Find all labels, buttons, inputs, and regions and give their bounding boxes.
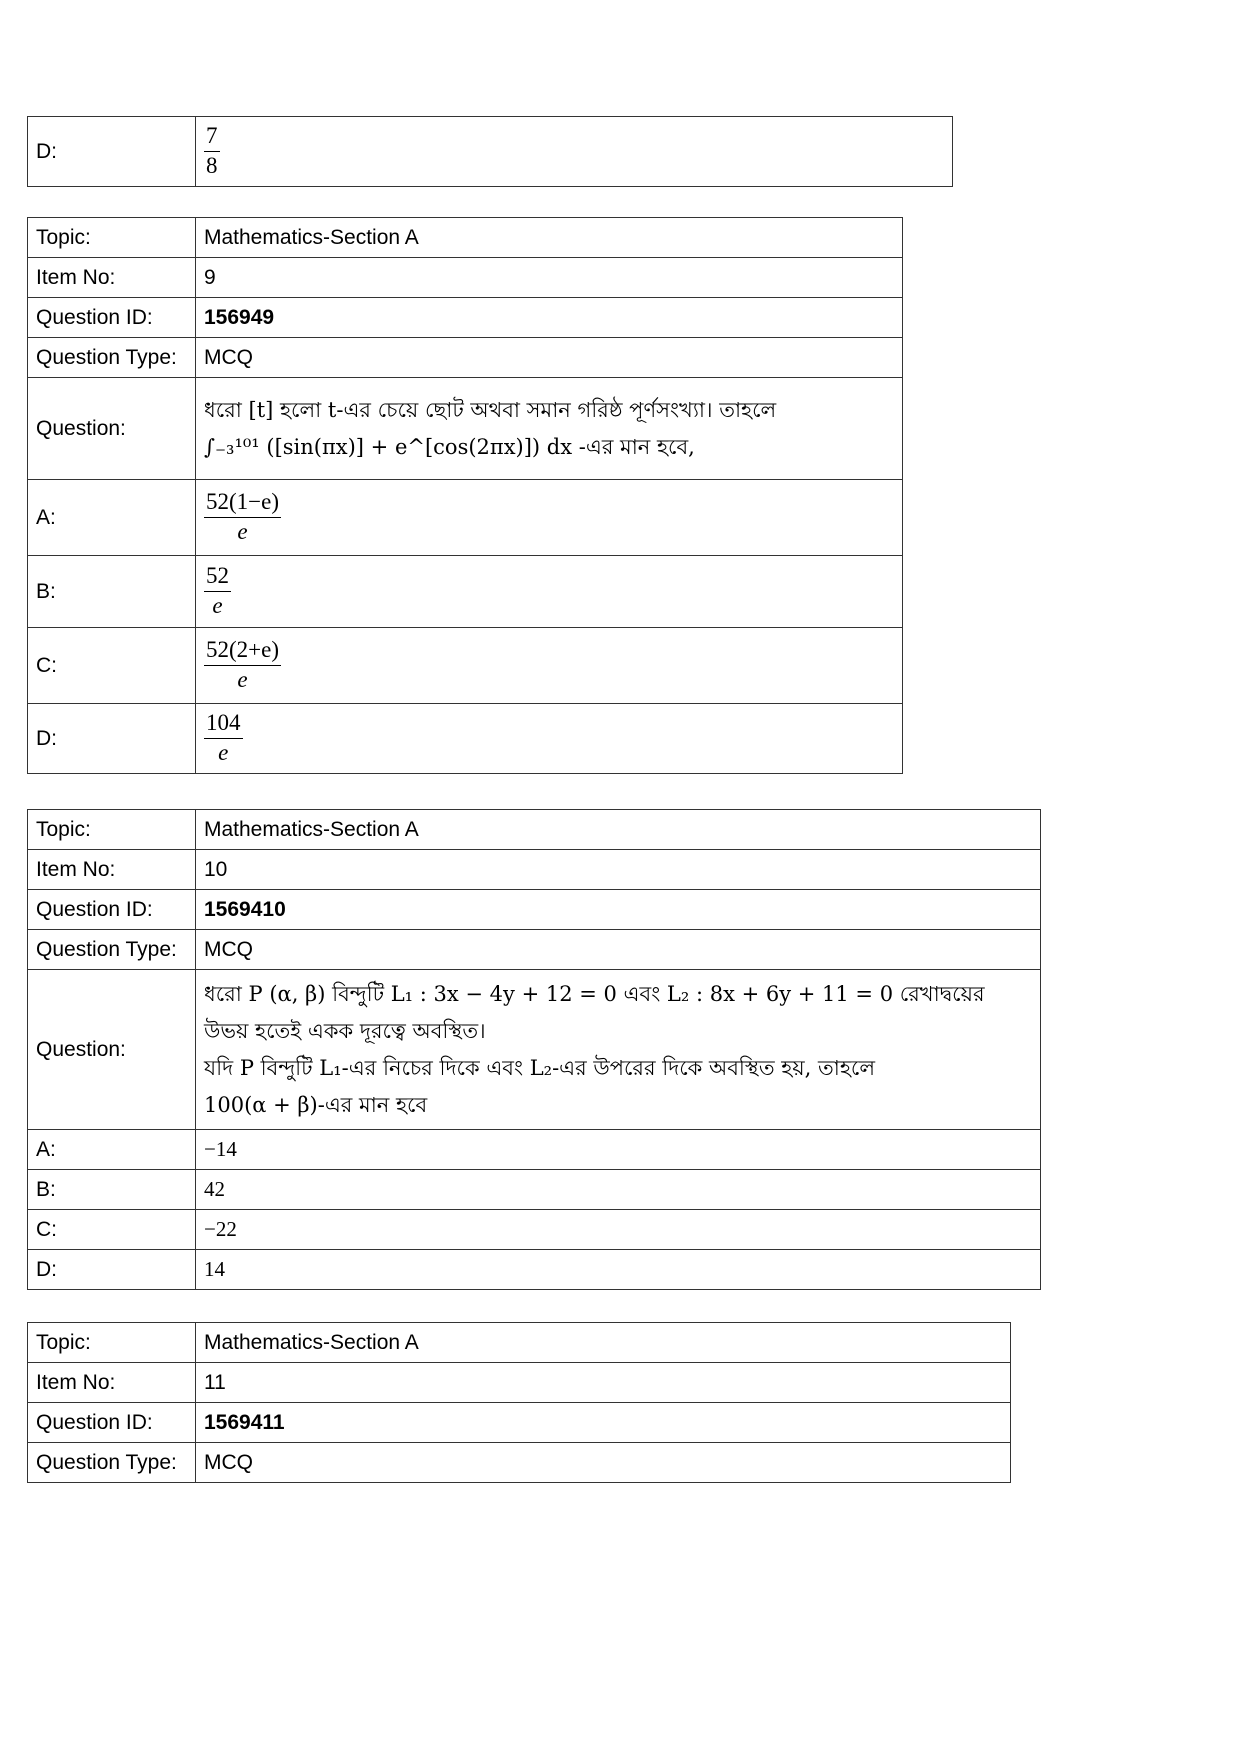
item-no-value: 10 <box>196 850 1041 890</box>
question-table-item-10 <box>27 809 1041 1290</box>
item-no-label: Item No: <box>28 850 196 890</box>
option-d-value <box>196 117 953 187</box>
question-table-item-11 <box>27 1322 1011 1483</box>
option-b-label: B: <box>28 556 196 628</box>
option-c-label: C: <box>28 1210 196 1250</box>
question-id-value: 1569411 <box>196 1403 1011 1443</box>
question-text <box>196 378 903 480</box>
option-a-value: −14 <box>196 1130 1041 1170</box>
fraction-denominator: e <box>237 519 248 544</box>
question-line: ধরো [t] হলো t-এর চেয়ে ছোট অথবা সমান গরিষ্ঠ পূর্ণসংখ্যা। তাহলে <box>204 397 777 422</box>
option-d-label: D: <box>28 117 196 187</box>
fraction-denominator: e <box>212 593 223 618</box>
question-type-value: MCQ <box>196 930 1041 970</box>
option-b-value: 42 <box>196 1170 1041 1210</box>
question-type-value: MCQ <box>196 338 903 378</box>
question-id-label: Question ID: <box>28 890 196 930</box>
fraction-denominator: e <box>237 667 248 692</box>
question-line: উভয় হতেই একক দূরত্বে অবস্থিত। <box>204 1018 486 1043</box>
option-c-value <box>196 628 903 704</box>
fraction-denominator: e <box>218 740 229 765</box>
option-c-value: −22 <box>196 1210 1041 1250</box>
fraction-numerator: 104 <box>204 709 243 739</box>
question-id-label: Question ID: <box>28 298 196 338</box>
option-b-value <box>196 556 903 628</box>
option-a-label: A: <box>28 1130 196 1170</box>
topic-label: Topic: <box>28 1323 196 1363</box>
question-line: যদি P বিন্দুটি L₁-এর নিচের দিকে এবং L₂-এর উপরের দিকে অবস্থিত হয়, তাহলে <box>204 1055 875 1080</box>
fraction-numerator: 52 <box>204 562 231 592</box>
topic-label: Topic: <box>28 810 196 850</box>
option-a-value <box>196 480 903 556</box>
question-line: 100(α + β)-এর মান হবে <box>204 1092 428 1117</box>
question-label: Question: <box>28 970 196 1130</box>
question-id-value: 156949 <box>196 298 903 338</box>
option-d-value <box>196 704 903 774</box>
option-a-label: A: <box>28 480 196 556</box>
topic-value: Mathematics-Section A <box>196 218 903 258</box>
question-type-label: Question Type: <box>28 338 196 378</box>
question-id-value: 1569410 <box>196 890 1041 930</box>
item-no-label: Item No: <box>28 258 196 298</box>
topic-label: Topic: <box>28 218 196 258</box>
option-d-value: 14 <box>196 1250 1041 1290</box>
question-id-label: Question ID: <box>28 1403 196 1443</box>
option-d-label: D: <box>28 1250 196 1290</box>
question-label: Question: <box>28 378 196 480</box>
question-type-label: Question Type: <box>28 1443 196 1483</box>
question-line: ∫₋₃¹⁰¹ ([sin(πx)] + e^[cos(2πx)]) dx -এর মান হবে, <box>204 434 695 459</box>
item-no-label: Item No: <box>28 1363 196 1403</box>
fraction-denominator: 8 <box>206 153 218 178</box>
topic-value: Mathematics-Section A <box>196 1323 1011 1363</box>
option-c-label: C: <box>28 628 196 704</box>
option-d-label: D: <box>28 704 196 774</box>
prev-question-table <box>27 116 953 187</box>
topic-value: Mathematics-Section A <box>196 810 1041 850</box>
question-line: ধরো P (α, β) বিন্দুটি L₁ : 3x − 4y + 12 = 0 এবং L₂ : 8x + 6y + 11 = 0 রেখাদ্বয়ের <box>204 981 985 1006</box>
option-b-label: B: <box>28 1170 196 1210</box>
question-table-item-9 <box>27 217 903 774</box>
fraction-numerator: 52(1−e) <box>204 488 281 518</box>
question-type-label: Question Type: <box>28 930 196 970</box>
question-text <box>196 970 1041 1130</box>
fraction-numerator: 7 <box>204 122 220 152</box>
fraction-numerator: 52(2+e) <box>204 636 281 666</box>
question-type-value: MCQ <box>196 1443 1011 1483</box>
item-no-value: 9 <box>196 258 903 298</box>
item-no-value: 11 <box>196 1363 1011 1403</box>
